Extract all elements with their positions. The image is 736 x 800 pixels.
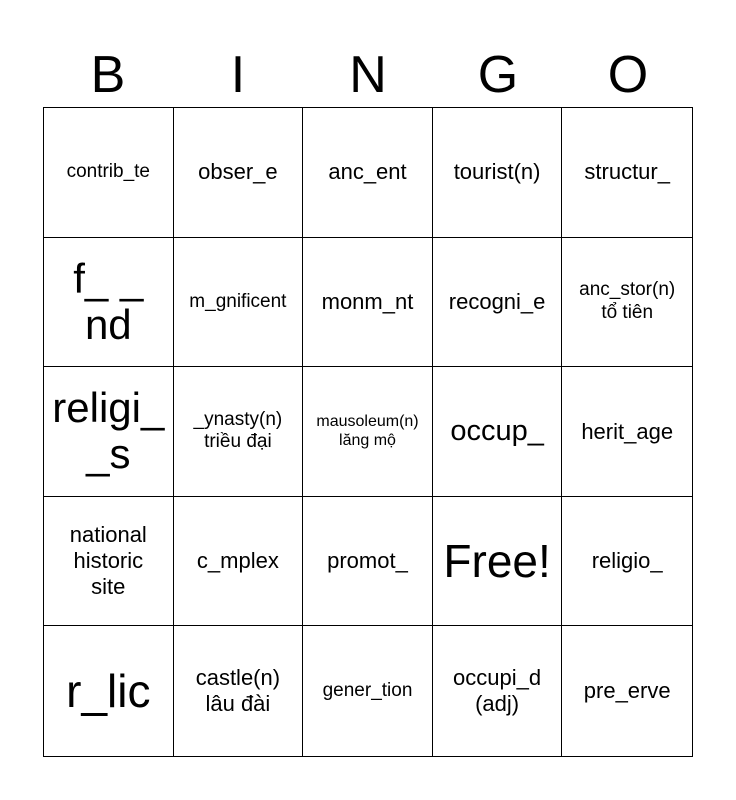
bingo-cell[interactable] (44, 238, 174, 368)
bingo-cell[interactable] (562, 108, 692, 238)
cell-text: r_lic (66, 665, 151, 718)
bingo-cell[interactable] (174, 238, 304, 368)
bingo-cell[interactable] (303, 238, 433, 368)
cell-text: occup_ (450, 415, 544, 448)
cell-text: lăng mộ (339, 432, 396, 450)
bingo-cell[interactable] (303, 497, 433, 627)
cell-text: monm_nt (321, 288, 414, 314)
cell-text: site (91, 574, 126, 600)
header-letter-o: O (607, 46, 649, 104)
cell-text: pre_erve (583, 678, 671, 704)
cell-text: anc_ent (328, 159, 407, 185)
bingo-cell[interactable] (174, 108, 304, 238)
bingo-cell[interactable] (174, 367, 304, 497)
bingo-cell[interactable] (562, 367, 692, 497)
bingo-cell[interactable] (562, 626, 692, 756)
bingo-cell[interactable] (562, 238, 692, 368)
bingo-cell[interactable] (44, 367, 174, 497)
bingo-header (43, 44, 693, 106)
cell-text: mausoleum(n) (316, 413, 419, 431)
cell-text: castle(n) (195, 665, 281, 691)
header-letter-i: I (230, 46, 246, 104)
cell-text: contrib_te (66, 161, 151, 183)
bingo-cell[interactable] (303, 626, 433, 756)
bingo-cell[interactable] (433, 626, 563, 756)
cell-text: m_gnificent (189, 290, 287, 312)
bingo-cell[interactable] (44, 497, 174, 627)
cell-text: _ynasty(n) (193, 409, 283, 431)
cell-text: lâu đài (205, 691, 271, 717)
cell-text: promot_ (327, 548, 408, 574)
cell-text: national (69, 522, 147, 548)
bingo-cell[interactable] (174, 497, 304, 627)
cell-text: historic (73, 548, 144, 574)
cell-text: religio_ (591, 548, 663, 574)
cell-text: triều đại (204, 431, 272, 453)
bingo-cell[interactable] (44, 108, 174, 238)
cell-text: obser_e (198, 159, 278, 185)
bingo-cell[interactable] (433, 238, 563, 368)
cell-text: (adj) (475, 691, 520, 717)
cell-text: Free! (443, 534, 551, 587)
header-letter-n: N (349, 46, 387, 104)
cell-text: religi_ (52, 384, 165, 432)
cell-text: occupi_d (453, 665, 542, 691)
bingo-cell[interactable] (174, 626, 304, 756)
bingo-cell[interactable] (303, 367, 433, 497)
cell-text: nd (84, 300, 132, 348)
cell-text: tổ tiên (601, 301, 654, 323)
free-space-cell[interactable] (433, 497, 563, 627)
bingo-cell[interactable] (433, 367, 563, 497)
cell-text: structur_ (584, 159, 670, 185)
bingo-cell[interactable] (44, 626, 174, 756)
cell-text: c_mplex (196, 548, 279, 574)
cell-text: _s (86, 430, 131, 478)
cell-text: f_ _ (73, 254, 144, 302)
bingo-cell[interactable] (433, 108, 563, 238)
cell-text: herit_age (581, 418, 674, 444)
bingo-cell[interactable] (303, 108, 433, 238)
cell-text: tourist(n) (453, 159, 541, 185)
bingo-cell[interactable] (562, 497, 692, 627)
header-letter-g: G (477, 46, 519, 104)
cell-text: anc_stor(n) (579, 279, 676, 301)
cell-text: gener_tion (322, 679, 413, 701)
header-letter-b: B (90, 46, 126, 104)
bingo-board (43, 107, 693, 757)
cell-text: recogni_e (448, 288, 546, 314)
